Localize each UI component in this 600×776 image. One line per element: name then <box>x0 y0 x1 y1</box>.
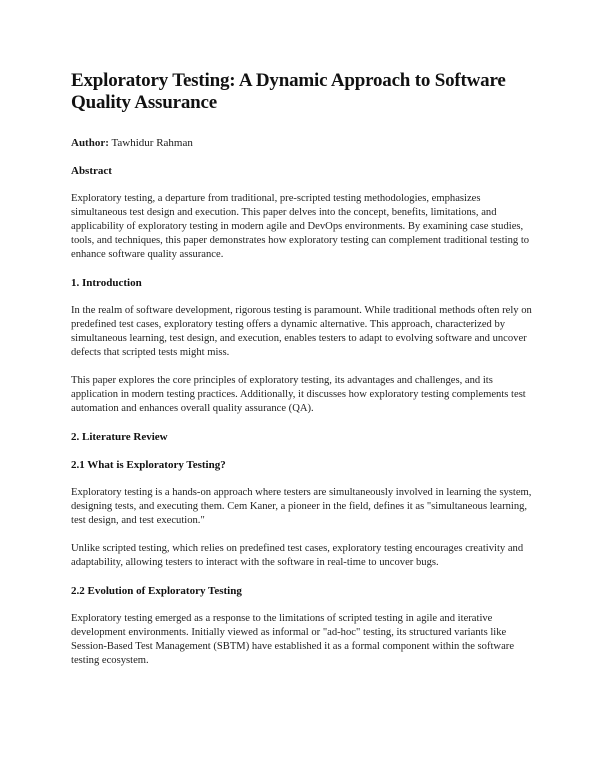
what-is-paragraph-2: Unlike scripted testing, which relies on predefined test cases, exploratory testing encourages creativity and adaptability, allowing testers to interact with the software in real-time to uncover bugs. <box>71 543 524 568</box>
author-line <box>71 136 533 150</box>
section-heading-what-is-exploratory-testing: 2.1 What is Exploratory Testing? <box>71 459 226 471</box>
author-name: Tawhidur Rahman <box>111 137 193 149</box>
section-heading-abstract: Abstract <box>71 165 112 177</box>
what-is-paragraph-1: Exploratory testing is a hands-on approach where testers are simultaneously involved in learning the system, designing tests, and executing them. Cem Kaner, a pioneer in the field, defines it as "simultaneous learning, test design, and test execution." <box>71 487 532 526</box>
paper-title: Exploratory Testing: A Dynamic Approach to Software Quality Assurance <box>71 70 506 113</box>
introduction-paragraph-2: This paper explores the core principles of exploratory testing, its advantages and challenges, and its application in modern testing practices. Additionally, it discusses how exploratory testing complements test automation and enhances overall quality assurance (QA). <box>71 375 526 414</box>
section-heading-literature-review: 2. Literature Review <box>71 431 168 443</box>
author-label: Author: <box>71 137 109 149</box>
section-heading-evolution: 2.2 Evolution of Exploratory Testing <box>71 585 242 597</box>
abstract-paragraph: Exploratory testing, a departure from traditional, pre-scripted testing methodologies, emphasizes simultaneous test design and execution. This paper delves into the concept, benefits, limitations, and applicability of exploratory testing in modern agile and DevOps environments. By examining case studies, tools, and techniques, this paper demonstrates how exploratory testing can complement traditional testing to enhance software quality assurance. <box>71 193 530 260</box>
section-heading-introduction: 1. Introduction <box>71 277 142 289</box>
evolution-paragraph-1: Exploratory testing emerged as a response to the limitations of scripted testing in agile and iterative development environments. Initially viewed as informal or "ad-hoc" testing, its structured variants like Session-Based Test Management (SBTM) have established it as a formal component within the software testing ecosystem. <box>71 613 515 666</box>
introduction-paragraph-1: In the realm of software development, rigorous testing is paramount. While traditional methods often rely on predefined test cases, exploratory testing offers a dynamic alternative. This approach, characterized by simultaneous learning, test design, and execution, enables testers to adapt to evolving software and uncover defects that scripted tests might miss. <box>71 305 532 358</box>
document-body <box>71 70 533 668</box>
